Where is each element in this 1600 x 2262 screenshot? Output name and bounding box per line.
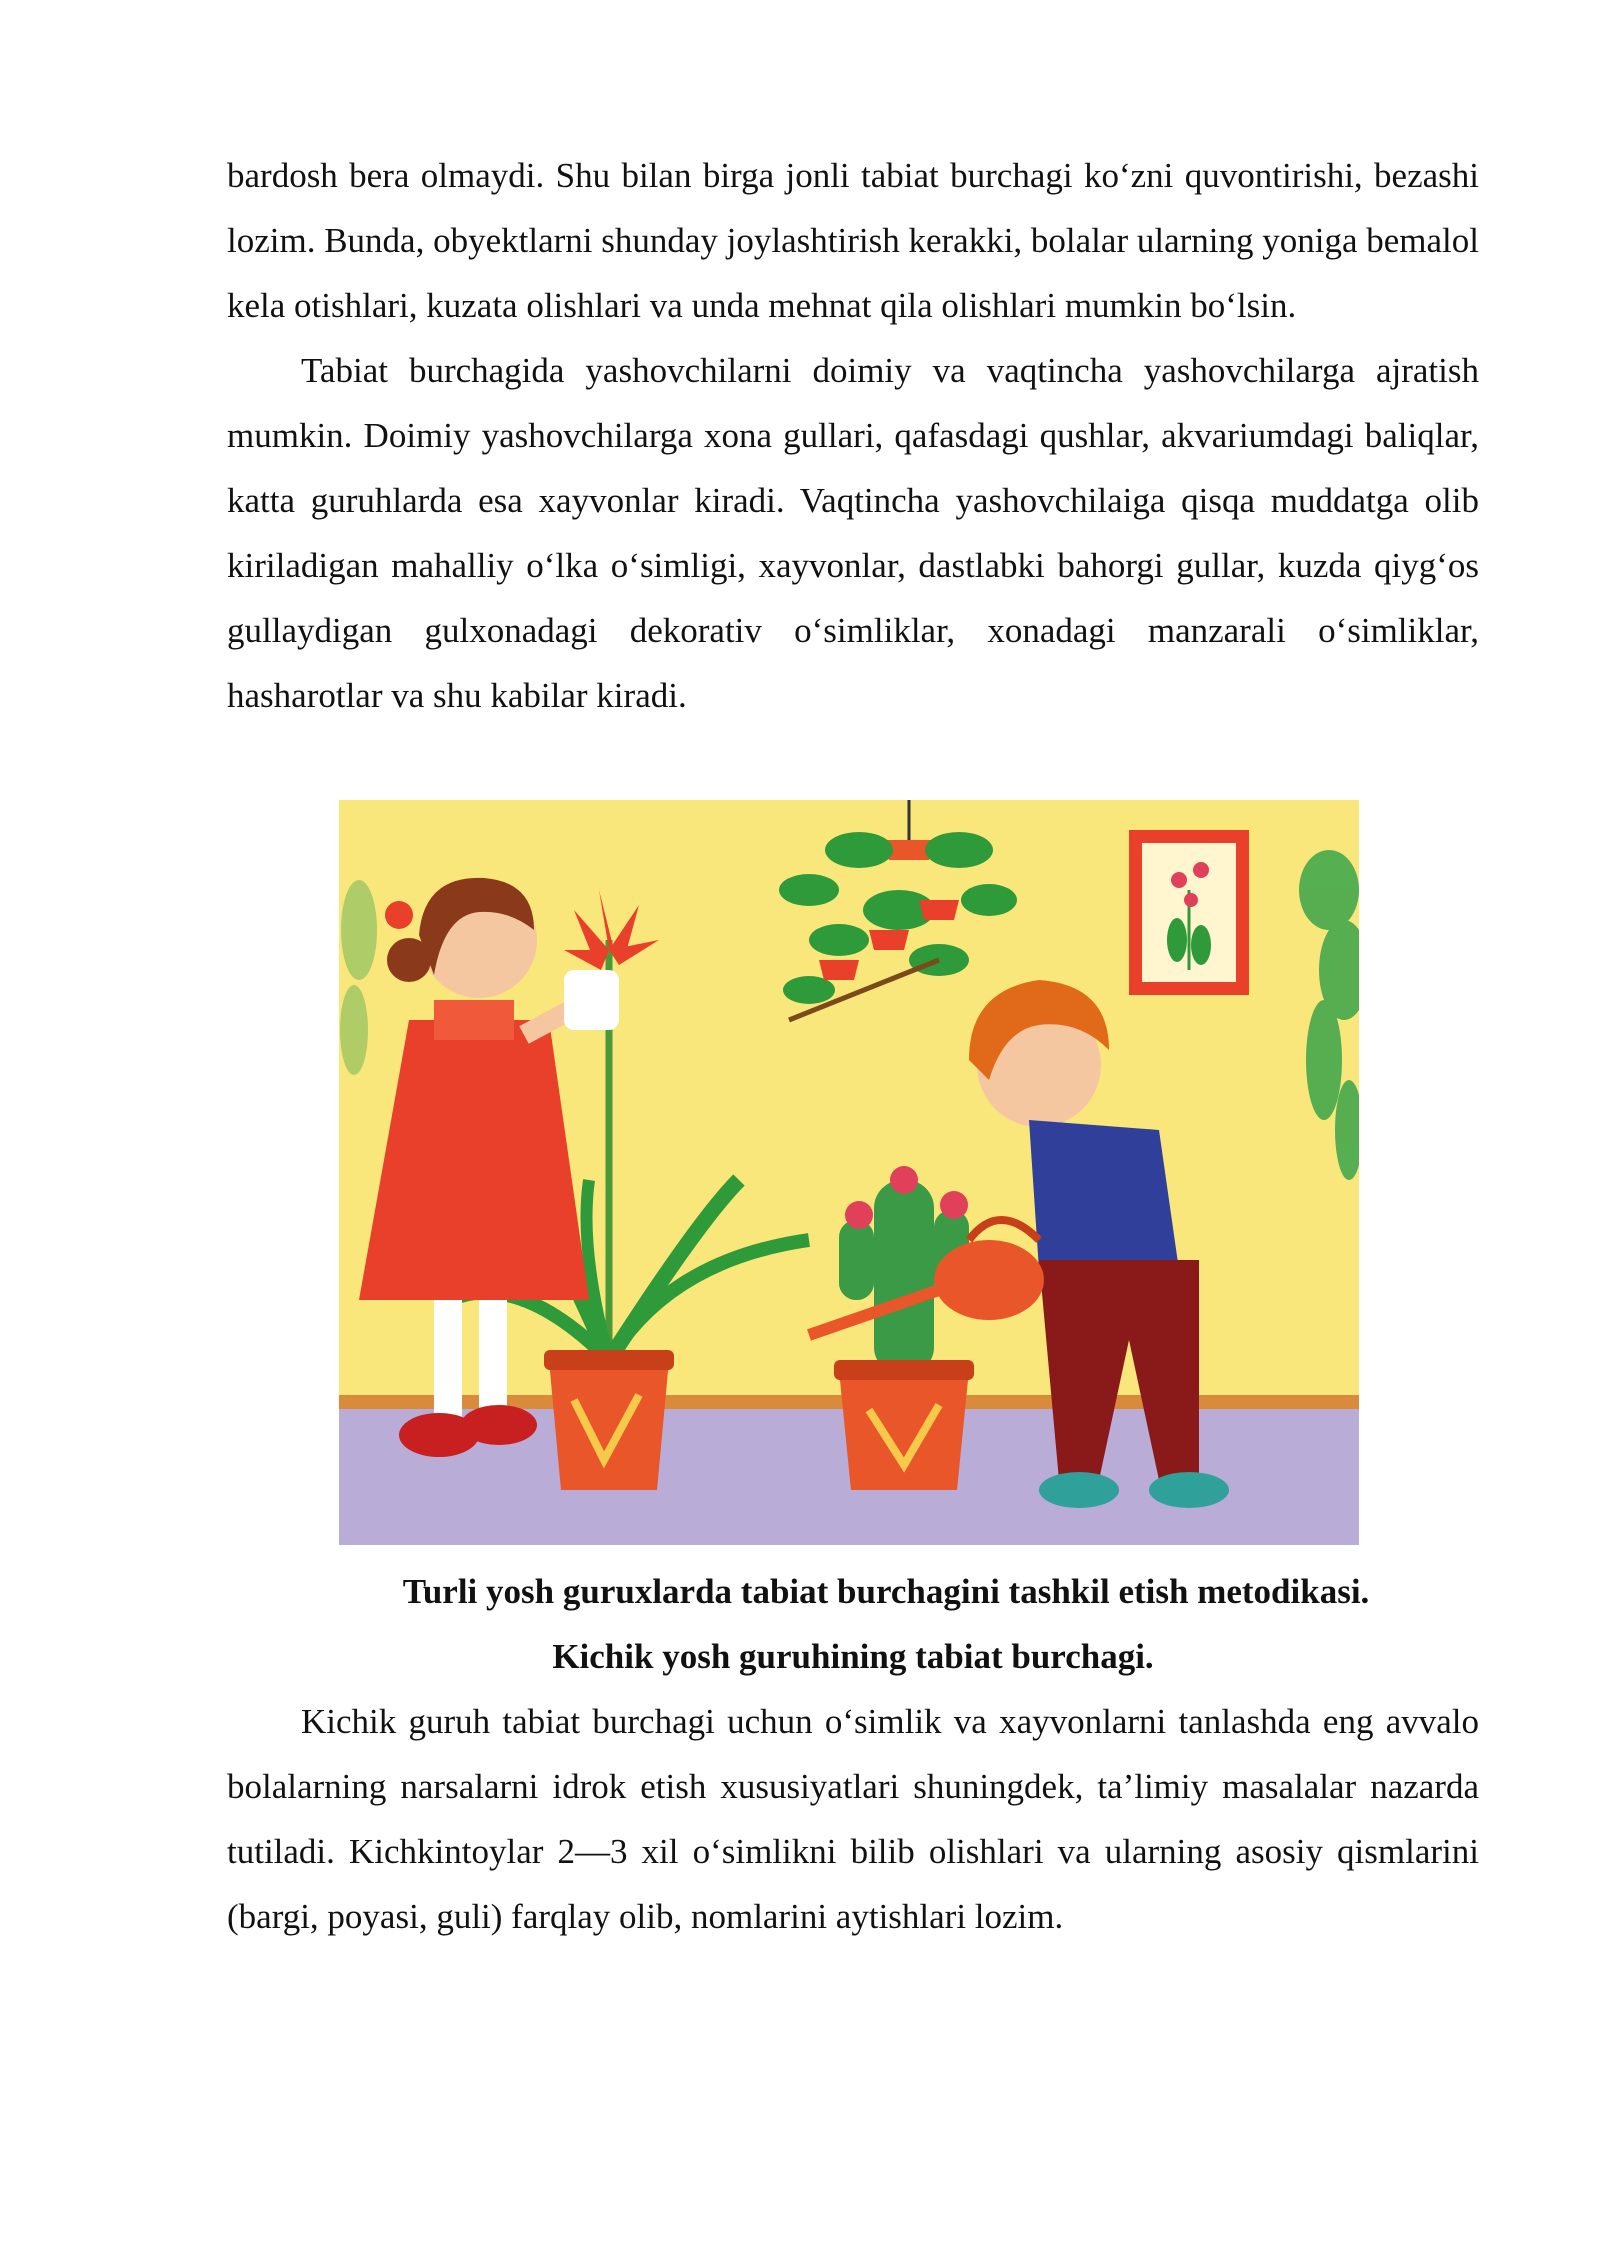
paragraph-1: bardosh bera olmaydi. Shu bilan birga jonli tabiat burchagi ko‘zni quvontirishi, bezashi lozim. Bunda, obyektlarni shunday joylashtirish kerakki, bolalar ularning yoniga bemalol kela otishlari, kuzata olishlari va unda mehnat qila olishlari mumkin bo‘lsin. xyxy=(227,156,1479,325)
right-flower-pot xyxy=(834,1360,974,1490)
top-text-block xyxy=(227,143,1479,728)
paragraph-3: Kichik guruh tabiat burchagi uchun o‘simlik va xayvonlarni tanlashda eng avvalo bolalarning narsalarni idrok etish xususiyatlari shuningdek, ta’limiy masalalar nazarda tutiladi. Kichkintoylar 2—3 xil o‘simlikni bilib olishlari va ularning asosiy qismlarini (bargi, poyasi, guli) farqlay olib, nomlarini aytishlari lozim. xyxy=(227,1702,1479,1936)
left-flower-pot xyxy=(544,1350,674,1490)
illustration-svg xyxy=(339,800,1359,1545)
section-subtitle: Kichik yosh guruhining tabiat burchagi. xyxy=(552,1637,1154,1676)
nature-corner-illustration xyxy=(339,800,1359,1545)
wall-picture-frame xyxy=(1129,830,1249,995)
paragraph-2: Tabiat burchagida yashovchilarni doimiy va vaqtincha yashovchilarga ajratish mumkin. Doimiy yashovchilarga xona gullari, qafasdagi qushlar, akvariumdagi baliqlar, katta guruhlarda esa xayvonlar kiradi. Vaqtincha yashovchilaiga qisqa muddatga olib kiriladigan mahalliy o‘lka o‘simligi, xayvonlar, dastlabki bahorgi gullar, kuzda qiyg‘os gullaydigan gulxonadagi dekorativ o‘simliklar, xonadagi manzarali o‘simliklar, hasharotlar va shu kabilar kiradi. xyxy=(227,351,1479,715)
section-title: Turli yosh guruxlarda tabiat burchagini tashkil etish metodikasi. xyxy=(402,1572,1370,1611)
bottom-text-block xyxy=(227,1689,1479,1949)
